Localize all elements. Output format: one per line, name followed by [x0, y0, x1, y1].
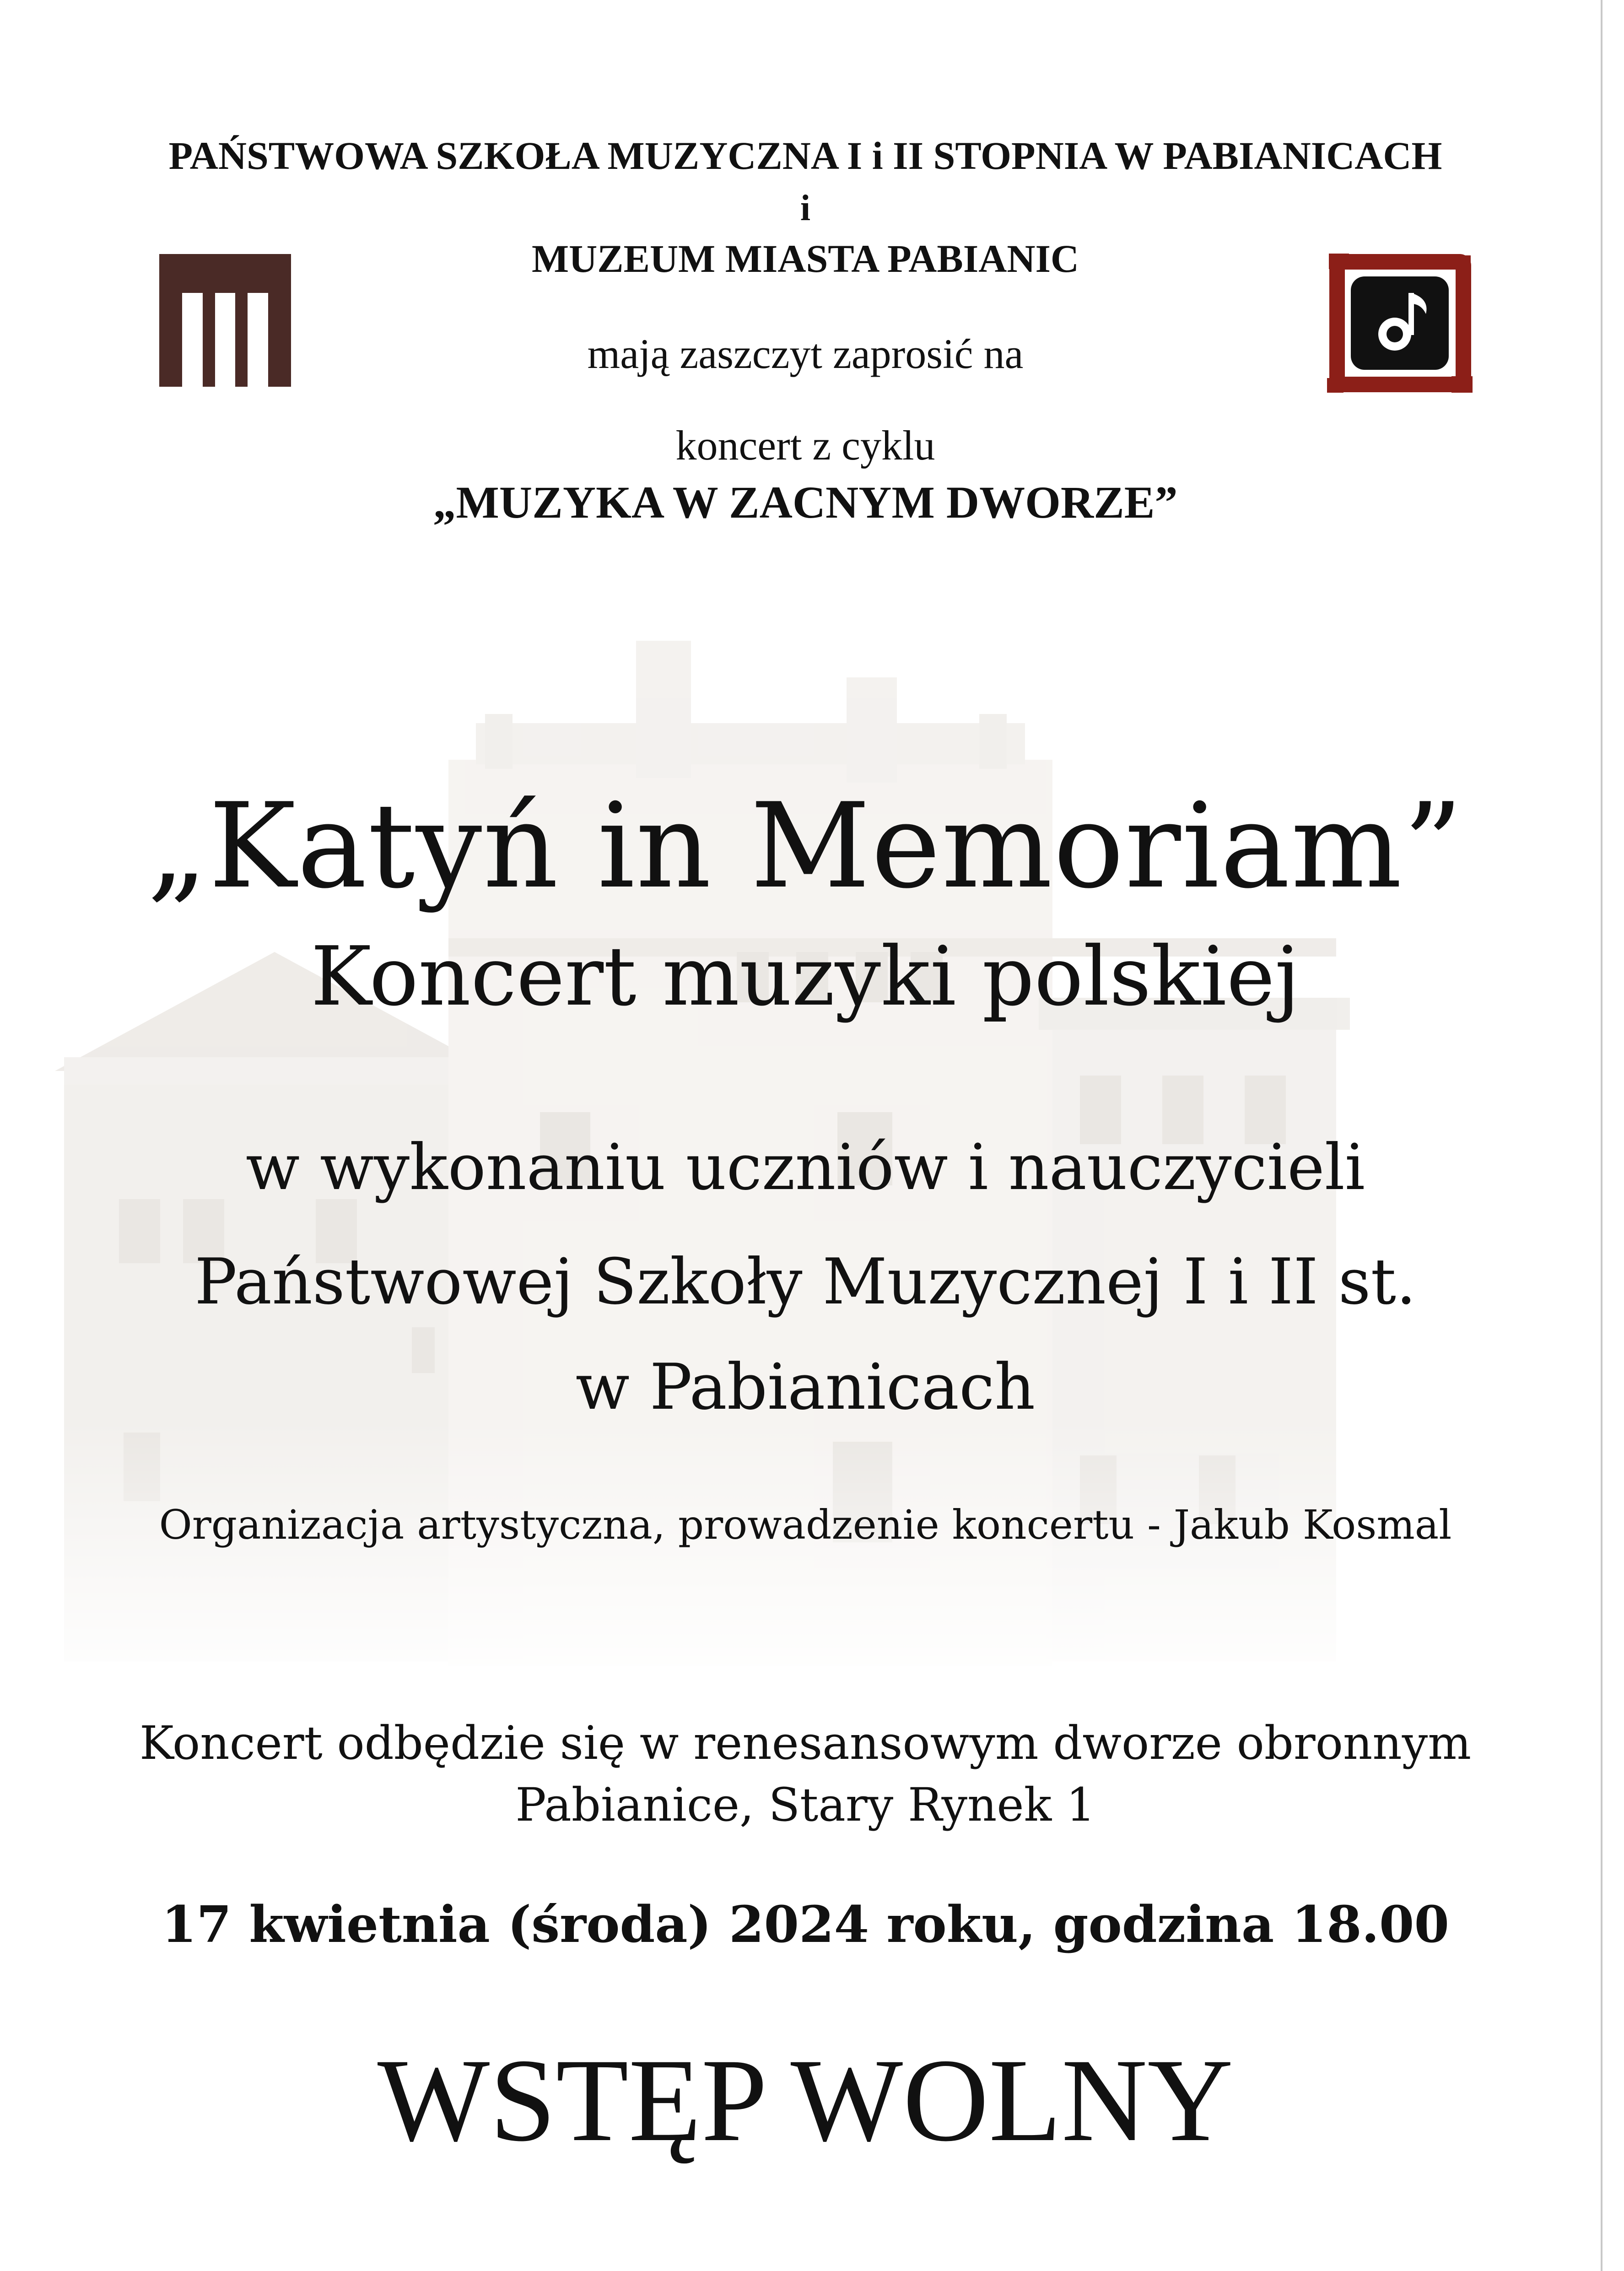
concert-title: „Katyń in Memoriam”	[147, 778, 1464, 914]
invite-text: mają zaszczyt zaprosić na	[587, 330, 1024, 377]
conjunction-text: i	[800, 188, 811, 228]
free-admission: WSTĘP WOLNY	[377, 2034, 1234, 2166]
concert-subtitle: Koncert muzyki polskiej	[310, 929, 1300, 1024]
performers-line-3: w Pabianicach	[575, 1350, 1036, 1424]
performers-line-1: w wykonaniu uczniów i nauczycieli	[246, 1130, 1365, 1204]
museum-name: MUZEUM MIASTA PABIANIC	[531, 237, 1079, 281]
cycle-intro: koncert z cyklu	[675, 422, 935, 469]
page-edge-line	[1601, 0, 1602, 2271]
venue-address: Pabianice, Stary Rynek 1	[515, 1778, 1095, 1832]
cycle-title: „MUZYKA W ZACNYM DWORZE”	[433, 477, 1178, 528]
organization-credit: Organizacja artystyczna, prowadzenie koncertu - Jakub Kosmal	[159, 1501, 1452, 1548]
school-name: PAŃSTWOWA SZKOŁA MUZYCZNA I i II STOPNIA W PABIANICACH	[168, 134, 1442, 178]
performers-line-2: Państwowej Szkoły Muzycznej I i II st.	[194, 1245, 1416, 1319]
event-datetime: 17 kwietnia (środa) 2024 roku, godzina 18.00	[161, 1895, 1450, 1954]
venue-line-1: Koncert odbędzie się w renesansowym dworze obronnym	[139, 1716, 1472, 1770]
